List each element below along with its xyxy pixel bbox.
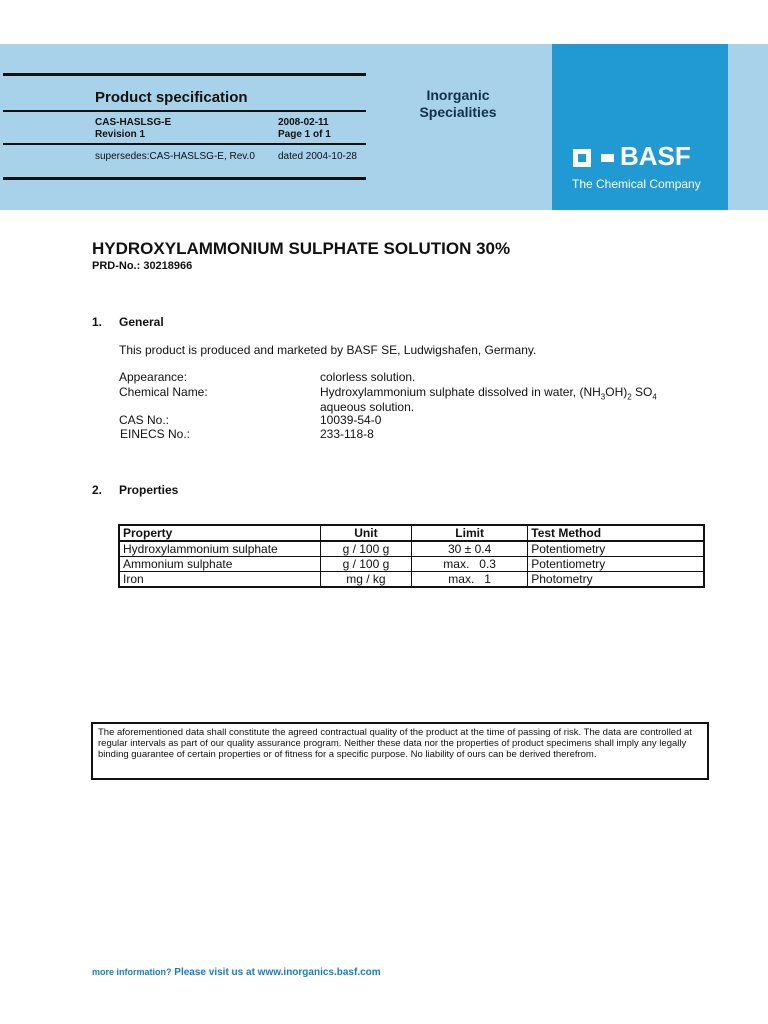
column-header: Property	[119, 525, 320, 541]
table-cell: g / 100 g	[320, 557, 411, 572]
prd-number: PRD-No.: 30218966	[92, 260, 193, 272]
table-cell: Ammonium sulphate	[119, 557, 320, 572]
chemical-subscript: 4	[652, 392, 657, 402]
supersedes-date: dated 2004-10-28	[278, 151, 357, 162]
table-row	[119, 572, 704, 588]
chemical-name-label: Chemical Name:	[119, 385, 208, 399]
division-line-2: Specialities	[419, 104, 497, 120]
column-header: Unit	[320, 525, 411, 541]
chemical-name-part: Hydroxylammonium sulphate dissolved in water, (NH	[320, 385, 601, 399]
basf-tagline: The Chemical Company	[572, 177, 701, 191]
header-rule-bottom	[3, 177, 366, 180]
table-header-row	[119, 525, 704, 541]
table-row	[119, 557, 704, 572]
general-intro: This product is produced and marketed by BASF SE, Ludwigshafen, Germany.	[119, 343, 537, 357]
chemical-subscript: 3	[600, 392, 606, 402]
header-rule-lower	[3, 143, 366, 145]
product-title: HYDROXYLAMMONIUM SULPHATE SOLUTION 30%	[92, 239, 511, 258]
column-header: Test Method	[528, 525, 704, 541]
einecs-label: EINECS No.:	[120, 427, 191, 441]
table-cell: Photometry	[528, 572, 704, 588]
properties-table	[118, 524, 705, 588]
chemical-name-line-2: aqueous solution.	[320, 400, 415, 414]
footer-prefix: more information?	[92, 967, 172, 977]
footer-link[interactable]: Please visit us at www.inorganics.basf.com	[174, 967, 381, 978]
doc-type-title: Product specification	[95, 89, 248, 106]
header-rule-top	[3, 73, 366, 76]
chemical-name-part: SO	[631, 385, 653, 399]
table-cell: mg / kg	[320, 572, 411, 588]
table-cell: g / 100 g	[320, 541, 411, 557]
spec-date: 2008-02-11	[278, 117, 329, 128]
section-1-heading: General	[119, 315, 164, 329]
einecs-value: 233-118-8	[320, 427, 374, 441]
appearance-value: colorless solution.	[320, 370, 416, 384]
basf-logo-mark-icon	[573, 149, 619, 169]
header-rule-mid	[3, 110, 366, 112]
table-cell: Potentiometry	[528, 541, 704, 557]
section-2-number: 2.	[92, 483, 103, 497]
cas-label: CAS No.:	[119, 413, 170, 427]
column-header: Limit	[412, 525, 528, 541]
section-1-number: 1.	[92, 315, 103, 329]
basf-logo-word: BASF	[620, 141, 691, 171]
table-cell: max. 1	[412, 572, 528, 588]
table-cell: Iron	[119, 572, 320, 588]
table-cell: max. 0.3	[412, 557, 528, 572]
division-line-1: Inorganic	[426, 87, 490, 103]
table-cell: 30 ± 0.4	[412, 541, 528, 557]
cas-value: 10039-54-0	[320, 413, 382, 427]
table-cell: Hydroxylammonium sulphate	[119, 541, 320, 557]
page-number: Page 1 of 1	[278, 129, 331, 140]
supersedes-note: supersedes:CAS-HASLSG-E, Rev.0	[95, 151, 255, 162]
revision: Revision 1	[95, 129, 146, 140]
table-cell: Potentiometry	[528, 557, 704, 572]
division-name	[394, 87, 522, 121]
spec-code: CAS-HASLSG-E	[95, 117, 172, 128]
chemical-subscript: 2	[627, 392, 632, 402]
table-row	[119, 541, 704, 557]
section-2-heading: Properties	[119, 483, 179, 497]
footer-note	[92, 967, 381, 978]
chemical-name-part: OH)	[605, 385, 628, 399]
appearance-label: Appearance:	[119, 370, 188, 384]
disclaimer-box: The aforementioned data shall constitute the agreed contractual quality of the product at the time of passing of risk. The data are controlled at regular intervals as part of our quality assurance program. Neither these data nor the properties of product specimens shall imply any legally binding guarantee of certain properties or of fitness for a specific purpose. No liability of ours can be derived therefrom.	[91, 722, 709, 780]
